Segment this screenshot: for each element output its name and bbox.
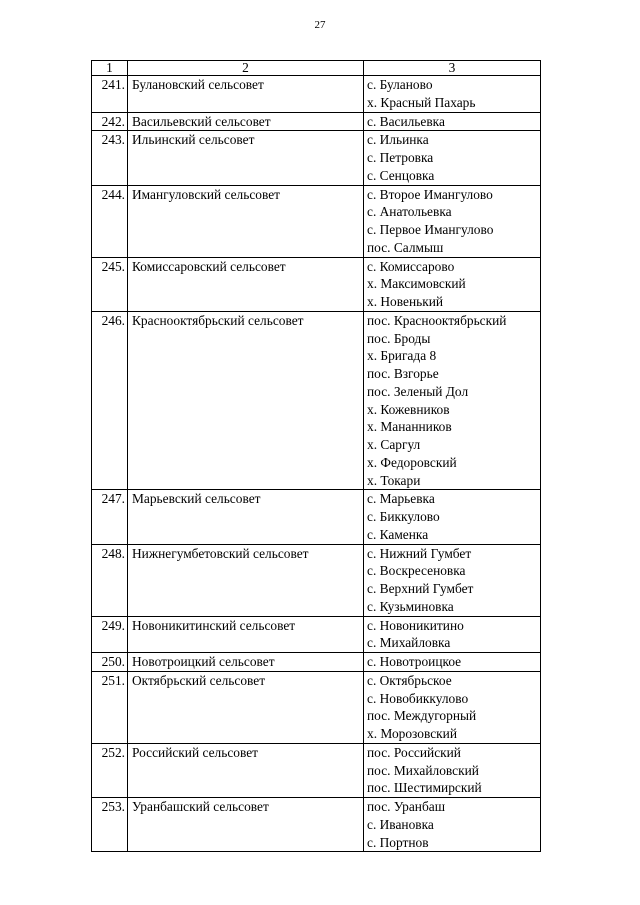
settlements-cell (364, 743, 541, 797)
settlement-name: х. Новенький (367, 294, 444, 309)
settlement-name: пос. Взгорье (367, 366, 439, 381)
row-number: 247. (92, 490, 128, 544)
settlements-table (91, 60, 541, 852)
settlements-cell (364, 653, 541, 672)
settlement-name: с. Ильинка (367, 132, 429, 148)
council-name: Нижнегумбетовский сельсовет (128, 544, 364, 616)
council-name: Российский сельсовет (128, 743, 364, 797)
settlements-cell (364, 131, 541, 185)
row-number: 245. (92, 257, 128, 311)
settlement-name: с. Первое Имангулово (367, 222, 494, 237)
settlement-name: х. Морозовский (367, 726, 457, 741)
council-name: Ильинский сельсовет (128, 131, 364, 185)
settlement-name: пос. Салмыш (367, 239, 444, 255)
settlement-name: с. Новобиккулово (367, 690, 469, 706)
row-number: 252. (92, 743, 128, 797)
settlements-cell (364, 616, 541, 653)
settlements-cell (364, 185, 541, 257)
settlement-name: х. Мананников (367, 419, 452, 435)
council-name: Комиссаровский сельсовет (128, 257, 364, 311)
settlement-name: с. Сенцовка (367, 167, 435, 183)
council-name: Имангуловский сельсовет (128, 185, 364, 257)
row-number: 251. (92, 671, 128, 743)
column-header-number: 1 (92, 61, 128, 76)
settlement-name: пос. Уранбаш (367, 799, 446, 814)
row-number: 243. (92, 131, 128, 185)
settlement-name: с. Марьевка (367, 491, 435, 507)
settlement-name: с. Кузьминовка (367, 598, 454, 614)
settlement-name: пос. Краснооктябрьский (367, 312, 507, 328)
table-row (92, 653, 541, 672)
council-name: Уранбашский сельсовет (128, 798, 364, 852)
settlement-name: пос. Михайловский (367, 762, 479, 778)
settlement-name: пос. Междугорный (367, 708, 477, 724)
settlements-cell (364, 544, 541, 616)
settlement-name: с. Верхний Гумбет (367, 581, 474, 596)
council-name: Краснооктябрьский сельсовет (128, 311, 364, 490)
settlement-name: с. Комиссарово (367, 258, 455, 274)
settlement-name: с. Новоникитино (367, 617, 464, 633)
settlement-name: х. Саргул (367, 437, 421, 452)
table-row (92, 671, 541, 743)
row-number: 244. (92, 185, 128, 257)
settlements-cell (364, 257, 541, 311)
settlement-name: пос. Броды (367, 330, 431, 346)
page-number: 27 (314, 19, 326, 31)
table-row (92, 490, 541, 544)
settlements-cell (364, 798, 541, 852)
council-name: Новоникитинский сельсовет (128, 616, 364, 653)
settlement-name: с. Новотроицкое (367, 654, 462, 669)
settlement-name: с. Второе Имангулово (367, 186, 493, 202)
settlement-name: с. Октябрьское (367, 672, 452, 688)
table-row (92, 185, 541, 257)
settlements-cell (364, 490, 541, 544)
row-number: 242. (92, 112, 128, 131)
settlement-name: х. Федоровский (367, 454, 457, 470)
settlement-name: пос. Зеленый Дол (367, 383, 469, 399)
settlement-name: пос. Шестимирский (367, 780, 482, 796)
row-number: 250. (92, 653, 128, 672)
row-number: 241. (92, 76, 128, 113)
settlement-name: х. Красный Пахарь (367, 94, 476, 110)
table-row (92, 544, 541, 616)
settlement-name: с. Васильевка (367, 113, 445, 129)
settlement-name: с. Ивановка (367, 816, 434, 832)
settlement-name: с. Михайловка (367, 635, 451, 651)
settlement-name: с. Каменка (367, 526, 429, 542)
settlements-cell (364, 112, 541, 131)
settlement-name: с. Анатольевка (367, 204, 452, 220)
settlement-name: х. Токари (367, 472, 421, 488)
column-header-council: 2 (128, 61, 364, 76)
council-name: Октябрьский сельсовет (128, 671, 364, 743)
settlement-name: х. Максимовский (367, 276, 466, 292)
table-row (92, 76, 541, 113)
council-name: Булановский сельсовет (128, 76, 364, 113)
settlement-name: с. Буланово (367, 77, 433, 92)
settlement-name: с. Портнов (367, 834, 429, 850)
settlement-name: х. Кожевников (367, 401, 450, 417)
settlements-cell (364, 311, 541, 490)
settlement-name: с. Петровка (367, 150, 434, 165)
settlements-cell (364, 76, 541, 113)
row-number: 253. (92, 798, 128, 852)
settlement-name: с. Биккулово (367, 509, 440, 524)
table-header-row (92, 61, 541, 76)
table-row (92, 112, 541, 131)
table-row (92, 257, 541, 311)
row-number: 246. (92, 311, 128, 490)
settlement-name: х. Бригада 8 (367, 348, 437, 364)
table-row (92, 131, 541, 185)
table-row (92, 798, 541, 852)
row-number: 248. (92, 544, 128, 616)
settlements-cell (364, 671, 541, 743)
council-name: Марьевский сельсовет (128, 490, 364, 544)
settlement-name: с. Воскресеновка (367, 563, 466, 579)
table-row (92, 616, 541, 653)
settlement-name: пос. Российский (367, 744, 461, 760)
council-name: Васильевский сельсовет (128, 112, 364, 131)
council-name: Новотроицкий сельсовет (128, 653, 364, 672)
table-row (92, 311, 541, 490)
settlement-name: с. Нижний Гумбет (367, 545, 472, 561)
table-row (92, 743, 541, 797)
row-number: 249. (92, 616, 128, 653)
column-header-settlements: 3 (364, 61, 541, 76)
